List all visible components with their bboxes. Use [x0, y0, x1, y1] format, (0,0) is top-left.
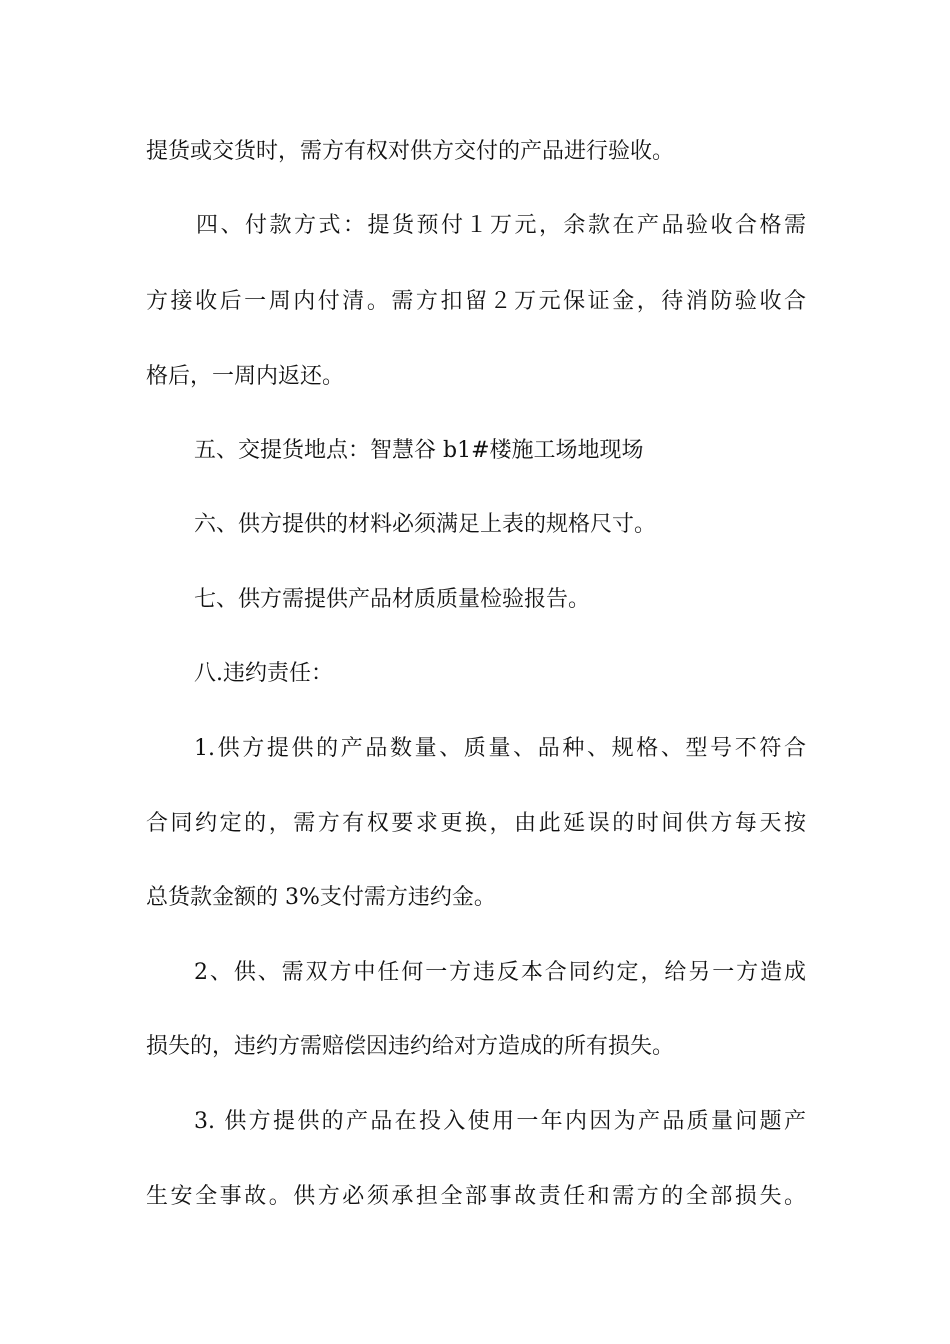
- paragraph-line: 格后，一周内返还。: [146, 364, 345, 389]
- paragraph-line: 五、交提货地点：智慧谷 b1#楼施工场地现场: [194, 438, 644, 463]
- paragraph-line: 3. 供方提供的产品在投入使用一年内因为产品质量问题产: [194, 1109, 806, 1134]
- paragraph-line: 八.违约责任：: [194, 661, 333, 686]
- paragraph-line: 四、付款方式：提货预付１万元，余款在产品验收合格需: [196, 213, 806, 238]
- paragraph-line: 2、供、需双方中任何一方违反本合同约定，给另一方造成: [194, 960, 806, 985]
- paragraph-line: 生安全事故。供方必须承担全部事故责任和需方的全部损失。: [146, 1184, 806, 1209]
- paragraph-line: 七、供方需提供产品材质质量检验报告。: [194, 587, 591, 612]
- paragraph-line: 合同约定的，需方有权要求更换，由此延误的时间供方每天按: [146, 811, 806, 836]
- paragraph-line: 提货或交货时，需方有权对供方交付的产品进行验收。: [146, 139, 675, 164]
- paragraph-line: 总货款金额的 3%支付需方违约金。: [146, 885, 496, 910]
- paragraph-line: 损失的，违约方需赔偿因违约给对方造成的所有损失。: [146, 1034, 675, 1059]
- paragraph-line: 1.供方提供的产品数量、质量、品种、规格、型号不符合: [194, 736, 806, 761]
- paragraph-line: 六、供方提供的材料必须满足上表的规格尺寸。: [194, 512, 657, 537]
- paragraph-line: 方接收后一周内付清。需方扣留２万元保证金，待消防验收合: [146, 289, 806, 314]
